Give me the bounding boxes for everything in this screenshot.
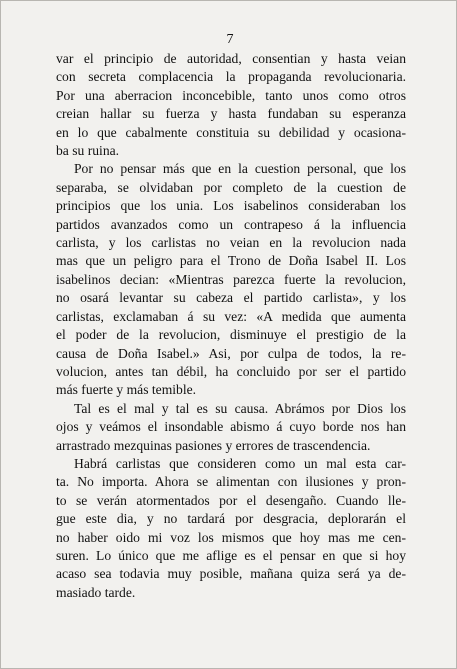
text-line: no haber oido mi voz los mismos que hoy mas me cen- [56,529,406,545]
text-line: Tal es el mal y tal es su causa. Abrámos por Dios los [74,400,406,416]
text-line: con secreta complacencia la propaganda revolucionaria. [56,69,406,85]
text-line: suren. Lo único que me aflige es el pensar en que si hoy [56,547,406,563]
text-line: to se verán atormentados por el desengaño. Cuando lle- [56,492,406,508]
text-line: carlistas, exclamaban á su vez: «A medida que aumenta [56,308,406,324]
text-line: causa de Doña Isabel.» Asi, por culpa de todos, la re- [56,345,406,361]
text-line: el poder de la revolucion, disminuye el prestigio de la [56,327,406,343]
text-line: carlista, y los carlistas no veian en la revolucion nada [56,235,406,251]
text-line: principios que los unia. Los isabelinos consideraban los [56,198,406,214]
text-line: masiado tarde. [56,584,136,600]
text-line: ba su ruina. [56,143,120,159]
page-number: 7 [226,32,234,47]
text-line: en lo que cabalmente constituia su debilidad y ocasiona- [56,124,406,140]
text-line: no osará levantar su cabeza el partido carlista», y los [56,290,406,306]
text-line: acaso sea todavia muy posible, mañana quiza será ya de- [56,566,406,582]
text-line: Por una aberracion inconcebible, tanto unos como otros [56,87,406,103]
paragraph-2 [56,160,406,399]
text-line: volucion, antes tan débil, ha concluido por ser el partido [56,363,406,379]
text-line: ojos y veámos el insondable abismo á cuyo borde nos han [56,419,406,435]
text-line: partidos avanzados como un contrapeso á la influencia [56,216,406,232]
text-line: var el principio de autoridad, consentian y hasta veian [56,51,406,66]
paragraph-4 [56,455,406,602]
text-line: separaba, se olvidaban por completo de la cuestion de [56,179,406,195]
text-line: gue este dia, y no tardará por desgracia, deplorarán el [56,511,406,527]
text-line: Habrá carlistas que consideren como un mal esta car- [74,455,406,471]
text-line: Por no pensar más que en la cuestion personal, que los [74,161,406,177]
text-line: mas que un peligro para el Trono de Doña Isabel II. Los [56,253,406,269]
text-line: isabelinos decian: «Mientras parezca fuerte la revolucion, [56,271,406,287]
text-line: arrastrado mezquinas pasiones y errores de trascendencia. [56,437,371,453]
text-line: ta. No importa. Ahora se alimentan con ilusiones y pron- [56,474,406,490]
paragraph-3 [56,400,406,455]
body-text [56,50,406,602]
text-line: más fuerte y más temible. [56,382,197,398]
paragraph-1 [56,50,406,160]
text-line: creian hallar su fuerza y hasta fundaban su esperanza [56,106,406,122]
